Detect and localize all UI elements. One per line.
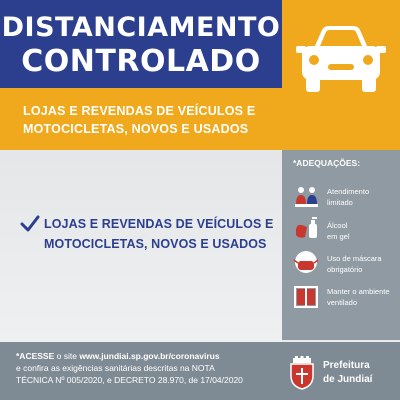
footer-acesse: *ACESSE (16, 351, 55, 361)
alcohol-gel-icon (293, 215, 319, 241)
checkmark-icon (20, 214, 40, 234)
adequacao-item-2-line-1: Álcool (327, 221, 348, 230)
footer-connector: o site (54, 351, 80, 361)
footer-line-3: TÉCNICA Nº 005/2020, e DECRETO 28.970, de 17/04/2020 (16, 375, 243, 385)
adequacoes-panel (282, 150, 400, 340)
coat-of-arms-icon (287, 356, 317, 390)
service-limited-icon (293, 184, 319, 210)
activity-line-1: LOJAS E REVENDAS DE VEÍCULOS E (44, 217, 274, 231)
headline-line-1: DISTANCIAMENTO (1, 12, 281, 43)
brand-line-2: de Jundiaí (323, 374, 373, 385)
footer-line-1 (16, 351, 326, 361)
headline-line-2: CONTROLADO (21, 44, 261, 79)
activity-line-2: MOTOCICLETAS, NOVOS E USADOS (44, 237, 267, 251)
adequacao-item-3-line-2: obrigatório (327, 265, 363, 274)
adequacao-item-1-line-1: Atendimento (327, 187, 370, 196)
adequacoes-title: *ADEQUAÇÕES: (293, 158, 361, 168)
ventilated-window-icon (293, 284, 319, 310)
adequacao-item-4-line-1: Manter o ambiente (327, 287, 390, 296)
footer-site-link[interactable]: www.jundiai.sp.gov.br/coronavirus (79, 351, 220, 361)
car-panel (282, 0, 400, 150)
adequacao-item-4-line-2: ventilado (327, 298, 358, 307)
adequacao-item-3-line-1: Uso de máscara (327, 254, 382, 263)
subheader-line-2: MOTOCICLETAS, NOVOS E USADOS (23, 122, 249, 136)
footer-line-2: e confira as exigências sanitárias descritas na NOTA (16, 363, 215, 373)
adequacao-item-2-line-2: em gel (327, 232, 350, 241)
subheader-line-1: LOJAS E REVENDAS DE VEÍCULOS E (23, 104, 256, 118)
adequacao-item-1-line-2: limitado (327, 198, 353, 207)
car-icon (282, 0, 400, 150)
face-mask-icon (293, 249, 319, 275)
brand-line-1: Prefeitura (323, 360, 370, 371)
subheader-band (0, 88, 282, 150)
